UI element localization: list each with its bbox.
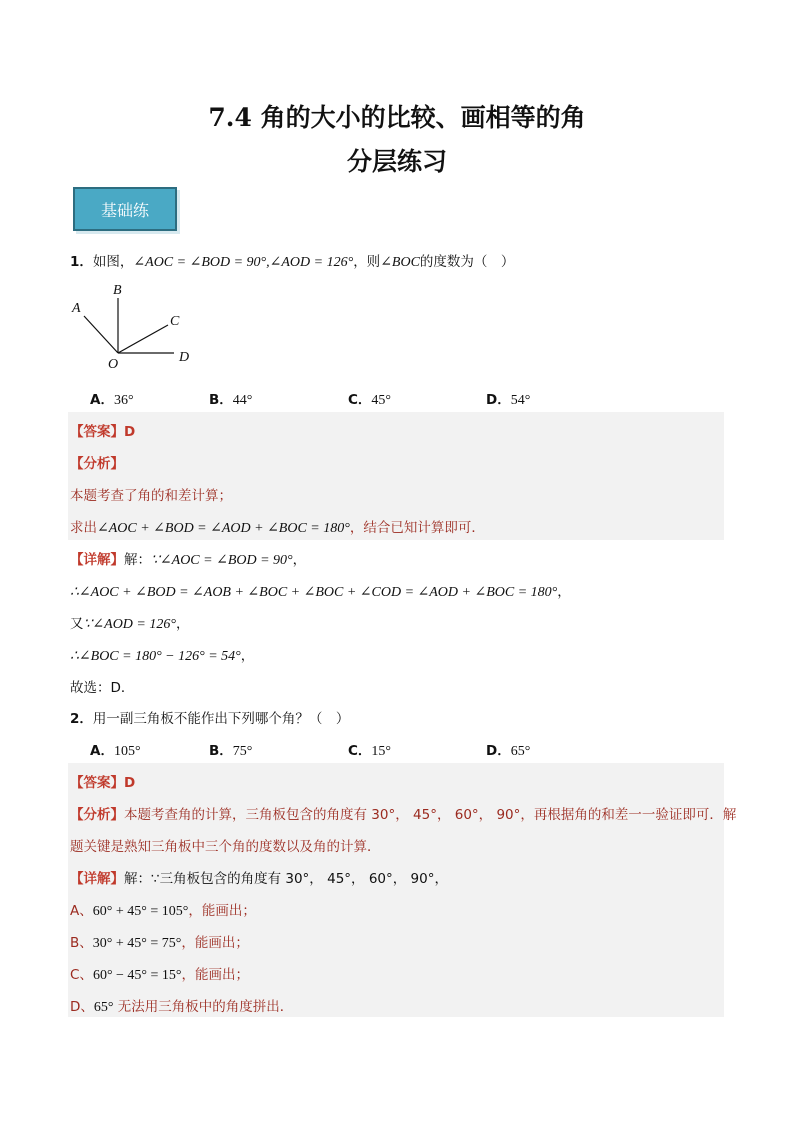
page-subtitle: 分层练习 xyxy=(346,147,447,176)
detail-line-1 xyxy=(70,867,448,887)
question-text-mid: ，则 xyxy=(353,254,381,270)
item-letter: A、 xyxy=(70,903,93,919)
question-2 xyxy=(70,707,349,727)
detail-text: 解：∵三角板包含的角度有 30°， 45°， 60°， 90°， xyxy=(124,871,448,887)
item-a xyxy=(70,899,256,920)
analysis-line-2 xyxy=(70,516,485,537)
option-value: 65° xyxy=(510,744,531,759)
text: ， xyxy=(557,584,571,600)
detail-line-2 xyxy=(70,580,571,601)
answer-tag: 【答案】 xyxy=(70,424,124,440)
text: 求出 xyxy=(70,520,97,536)
option-value: 36° xyxy=(113,393,134,408)
text: ， xyxy=(292,552,307,568)
option-letter: B． xyxy=(209,743,233,759)
page-title: 7.4 角的大小的比较、画相等的角 xyxy=(208,103,586,132)
item-letter: B、 xyxy=(70,935,93,951)
section-badge xyxy=(73,187,177,231)
text: ， xyxy=(175,616,190,632)
option-letter: D． xyxy=(486,743,511,759)
analysis-tag-line xyxy=(70,452,124,472)
answer-line xyxy=(70,420,135,440)
detail-tag: 【详解】 xyxy=(70,552,124,568)
item-d xyxy=(70,995,293,1016)
answer-value: D xyxy=(124,775,136,791)
math-expression: 60° + 45° = 105° xyxy=(92,904,189,919)
math-expression: ∵∠AOC = ∠BOD = 90° xyxy=(151,553,293,568)
detail-tag: 【详解】 xyxy=(70,871,124,887)
section-label: 基础练 xyxy=(100,200,149,220)
detail-line-4 xyxy=(70,644,254,665)
answer-tag: 【答案】 xyxy=(70,775,124,791)
math-expression: ∴∠AOC + ∠BOD = ∠AOB + ∠BOC + ∠BOC + ∠COD = ∠AOD + ∠BOC = 180° xyxy=(70,585,558,600)
question-1 xyxy=(70,250,514,271)
item-c xyxy=(70,963,249,984)
option-letter: C． xyxy=(348,392,372,408)
analysis-line-2: 题关键是熟知三角板中三个角的度数以及角的计算． xyxy=(70,839,381,855)
option-letter: A． xyxy=(90,743,114,759)
option-b xyxy=(209,739,252,760)
analysis-line-1: 本题考查了角的和差计算； xyxy=(70,488,232,504)
option-value: 15° xyxy=(371,744,392,759)
option-letter: C． xyxy=(348,743,372,759)
option-value: 54° xyxy=(510,393,531,408)
option-letter: A． xyxy=(90,392,114,408)
question-text: 用一副三角板不能作出下列哪个角？（ ） xyxy=(92,711,350,727)
math-expression: ∵∠AOD = 126° xyxy=(83,617,176,632)
option-value: 45° xyxy=(371,393,392,408)
option-d xyxy=(486,388,530,409)
item-letter: C、 xyxy=(70,967,93,983)
question-text-suffix: 的度数为（ ） xyxy=(419,254,515,270)
option-a xyxy=(90,388,134,409)
text: ， xyxy=(240,648,255,664)
ray-oc xyxy=(118,325,168,353)
question-text-prefix: 如图， xyxy=(92,254,134,270)
text: ，结合已知计算即可． xyxy=(349,520,485,536)
target-angle: ∠BOC xyxy=(380,255,420,270)
analysis-tag: 【分析】 xyxy=(70,456,124,472)
given-expression: ∠AOC = ∠BOD = 90°,∠AOD = 126° xyxy=(133,255,354,270)
option-letter: D． xyxy=(486,392,511,408)
math-expression: 30° + 45° = 75° xyxy=(92,936,182,951)
item-text: ，能画出； xyxy=(181,935,249,951)
analysis-text: 本题考查角的计算，三角板包含的角度有 30°， 45°， 60°， 90°，再根据角的和差一一验证即可．解 xyxy=(124,807,737,823)
label-d: D xyxy=(179,350,190,365)
analysis-line-1 xyxy=(70,803,736,823)
option-c xyxy=(348,388,391,409)
analysis-tag: 【分析】 xyxy=(70,807,124,823)
detail-line-1 xyxy=(70,548,306,569)
option-value: 105° xyxy=(113,744,141,759)
item-letter: D、 xyxy=(70,999,94,1015)
item-text: ，能画出； xyxy=(181,967,250,983)
option-value: 75° xyxy=(232,744,253,759)
label-o: O xyxy=(108,357,119,372)
math-expression: ∠AOC + ∠BOD = ∠AOD + ∠BOC = 180° xyxy=(97,521,350,536)
math-expression: 65° xyxy=(93,1000,114,1015)
label-a: A xyxy=(72,301,81,316)
label-b: B xyxy=(113,283,122,298)
answer-line xyxy=(70,771,135,791)
question-number: 2． xyxy=(70,711,93,727)
option-b xyxy=(209,388,252,409)
item-text: ，能画出； xyxy=(188,903,256,919)
item-b xyxy=(70,931,249,952)
math-expression: ∴∠BOC = 180° − 126° = 54° xyxy=(70,649,241,664)
detail-line-3 xyxy=(70,612,189,633)
ray-oa xyxy=(84,316,118,353)
option-d xyxy=(486,739,530,760)
conclusion-line: 故选：D． xyxy=(70,680,135,696)
question-number: 1． xyxy=(70,254,93,270)
answer-value: D xyxy=(124,424,136,440)
text: 解： xyxy=(124,552,151,568)
label-c: C xyxy=(170,314,180,329)
option-a xyxy=(90,739,141,760)
math-expression: 60° − 45° = 15° xyxy=(92,968,182,983)
option-letter: B． xyxy=(209,392,233,408)
option-c xyxy=(348,739,391,760)
text: 又 xyxy=(70,616,84,632)
angle-figure xyxy=(68,280,208,375)
option-value: 44° xyxy=(232,393,253,408)
item-text: 无法用三角板中的角度拼出． xyxy=(113,999,294,1015)
